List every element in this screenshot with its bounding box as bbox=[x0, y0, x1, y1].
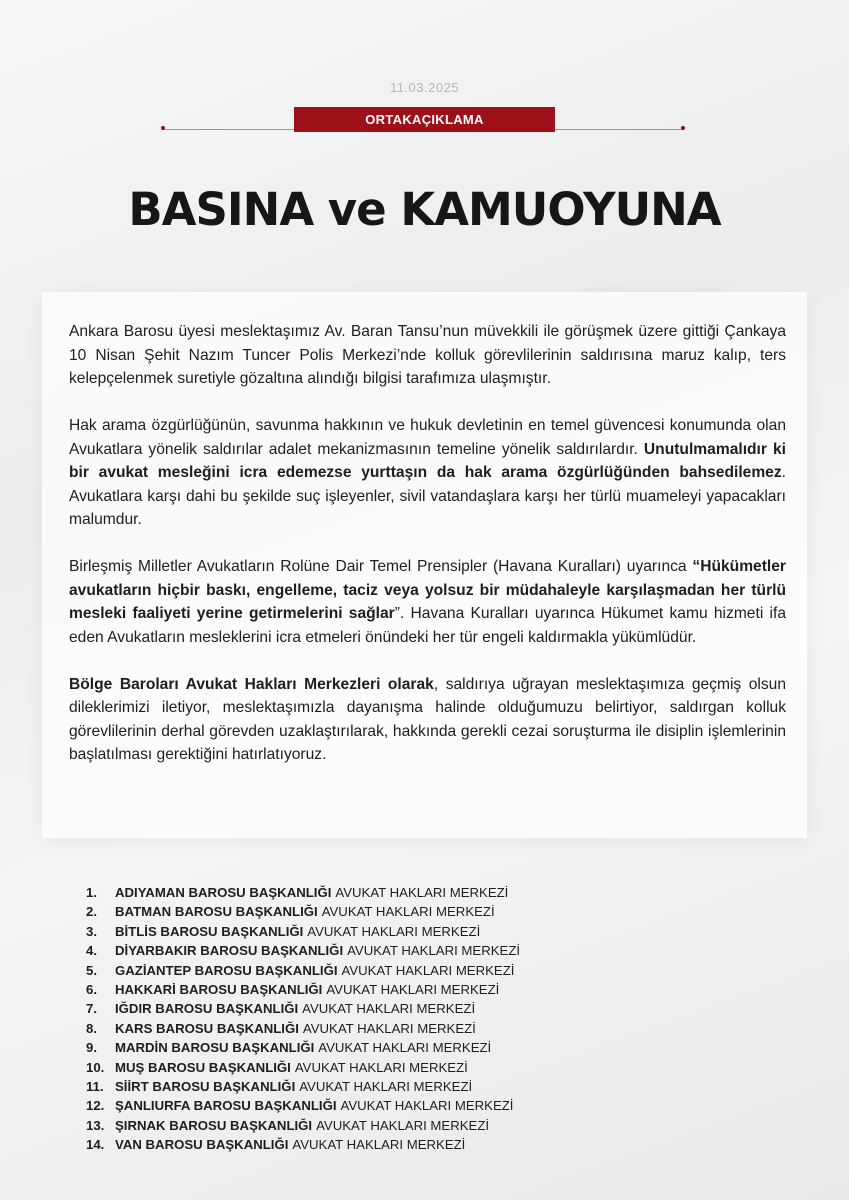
statement-paragraph bbox=[69, 555, 786, 649]
emphasized-text: Bölge Baroları Avukat Hakları Merkezleri olarak bbox=[69, 675, 434, 693]
signatory-center-name: AVUKAT HAKLARI MERKEZİ bbox=[316, 1117, 490, 1133]
signatory-center-name: AVUKAT HAKLARI MERKEZİ bbox=[292, 1137, 466, 1153]
signatory-number: 8. bbox=[86, 1020, 97, 1036]
signatory-number: 12. bbox=[86, 1098, 105, 1114]
signatory-center-name: AVUKAT HAKLARI MERKEZİ bbox=[294, 1059, 468, 1075]
signatory-center-name: AVUKAT HAKLARI MERKEZİ bbox=[307, 923, 481, 939]
signatory-center-name: AVUKAT HAKLARI MERKEZİ bbox=[326, 982, 500, 998]
statement-paragraph bbox=[69, 320, 786, 391]
signatory-center-name: AVUKAT HAKLARI MERKEZİ bbox=[302, 1001, 476, 1017]
document-date: 11.03.2025 bbox=[389, 80, 460, 95]
signatory-number: 10. bbox=[86, 1059, 105, 1075]
signatory-bar-name: DİYARBAKIR BAROSU BAŞKANLIĞI bbox=[115, 943, 344, 959]
signatory-item bbox=[86, 961, 520, 980]
signatory-item bbox=[86, 1019, 520, 1038]
signatory-center-name: AVUKAT HAKLARI MERKEZİ bbox=[299, 1079, 473, 1095]
emphasized-text: Unutulmamalıdır ki bir avukat mesleğini icra edemezse yurttaşın da hak arama özgürlüğünden bahsedilemez bbox=[69, 440, 786, 481]
signatory-item bbox=[86, 1038, 520, 1057]
signatory-number: 4. bbox=[86, 943, 97, 959]
signatory-number: 3. bbox=[86, 923, 97, 939]
signatory-item bbox=[86, 1058, 520, 1077]
signatory-center-name: AVUKAT HAKLARI MERKEZİ bbox=[347, 943, 521, 959]
signatory-center-name: AVUKAT HAKLARI MERKEZİ bbox=[335, 885, 509, 900]
signatory-number: 7. bbox=[86, 1001, 97, 1017]
signatory-number: 14. bbox=[86, 1137, 105, 1153]
signatory-bar-name: BİTLİS BAROSU BAŞKANLIĞI bbox=[115, 923, 304, 939]
emphasized-text: “Hükümetler avukatların hiçbir baskı, engelleme, taciz veya yolsuz bir müdahaleyle karşılaşmadan her türlü mesleki faaliyeti yerine getirmelerini sağlar bbox=[69, 558, 786, 622]
signatory-number: 9. bbox=[86, 1040, 97, 1056]
signatory-bar-name: SİİRT BAROSU BAŞKANLIĞI bbox=[115, 1079, 296, 1095]
paragraph-text: ”. Havana Kuralları uyarınca Hükumet kamu hizmeti ifa eden Avukatların mesleklerini icra etmeleri önündeki her tür engeli kaldırmakla yükümlüdür. bbox=[69, 605, 786, 646]
paragraph-text: . Avukatlara karşı dahi bu şekilde suç işleyenler, sivil vatandaşlara karşı her türlü muameleyi yapacakları malumdur. bbox=[69, 464, 786, 528]
paragraph-text: , saldırıya uğrayan meslektaşımıza geçmiş olsun dileklerimizi iletiyor, meslektaşımızla dayanışma halinde olduğumuzu belirtiyor, saldırgan kolluk görevlilerinin derhal görevden uzaklaştırılarak, hakkında gerekli cezai soruşturma ile disiplin işlemlerinin başlatılması gerektiğini hatırlatıyoruz. bbox=[69, 675, 786, 763]
banner-rule-right-dot bbox=[681, 126, 685, 130]
statement-body bbox=[69, 320, 786, 790]
signatory-bar-name: IĞDIR BAROSU BAŞKANLIĞI bbox=[115, 1001, 299, 1017]
document-title: BASINA ve KAMUOYUNA bbox=[128, 183, 721, 236]
signatory-item bbox=[86, 1096, 520, 1115]
signatory-number: 1. bbox=[86, 885, 97, 900]
signatory-center-name: AVUKAT HAKLARI MERKEZİ bbox=[340, 1098, 514, 1114]
signatory-bar-name: KARS BAROSU BAŞKANLIĞI bbox=[115, 1020, 299, 1036]
signatory-bar-name: GAZİANTEP BAROSU BAŞKANLIĞI bbox=[115, 962, 338, 978]
statement-paragraph bbox=[69, 414, 786, 532]
signatory-center-name: AVUKAT HAKLARI MERKEZİ bbox=[341, 962, 515, 978]
signatory-item bbox=[86, 980, 520, 999]
paragraph-text: Birleşmiş Milletler Avukatların Rolüne Dair Temel Prensipler (Havana Kuralları) uyarınca bbox=[69, 558, 693, 575]
signatory-item bbox=[86, 902, 520, 921]
signatory-item bbox=[86, 999, 520, 1018]
signatory-item bbox=[86, 1116, 520, 1135]
signatory-item bbox=[86, 941, 520, 960]
signatory-center-name: AVUKAT HAKLARI MERKEZİ bbox=[302, 1020, 476, 1036]
signatory-bar-name: MARDİN BAROSU BAŞKANLIĞI bbox=[115, 1040, 315, 1056]
paragraph-text: Hak arama özgürlüğünün, savunma hakkının ve hukuk devletinin en temel güvencesi konumunda olan Avukatlara yönelik saldırılar adalet mekanizmasının temeline yönelik saldırılardır. bbox=[69, 417, 786, 458]
signatory-bar-name: BATMAN BAROSU BAŞKANLIĞI bbox=[115, 904, 318, 920]
signatory-number: 13. bbox=[86, 1117, 105, 1133]
signatory-item bbox=[86, 1077, 520, 1096]
signatory-number: 11. bbox=[86, 1079, 104, 1095]
signatory-item bbox=[86, 1135, 520, 1154]
signatory-center-name: AVUKAT HAKLARI MERKEZİ bbox=[318, 1040, 492, 1056]
signatory-item bbox=[86, 883, 520, 902]
signatory-list bbox=[86, 883, 520, 1155]
banner-rule-left-dot bbox=[161, 126, 165, 130]
signatory-bar-name: HAKKARİ BAROSU BAŞKANLIĞI bbox=[115, 982, 323, 998]
signatory-item bbox=[86, 922, 520, 941]
signatory-bar-name: ŞANLIURFA BAROSU BAŞKANLIĞI bbox=[115, 1098, 337, 1114]
signatory-number: 5. bbox=[86, 962, 97, 978]
signatory-bar-name: ADIYAMAN BAROSU BAŞKANLIĞI bbox=[115, 885, 332, 900]
paragraph-text: Ankara Barosu üyesi meslektaşımız Av. Baran Tansu’nun müvekkili ile görüşmek üzere gittiği Çankaya 10 Nisan Şehit Nazım Tuncer Polis Merkezi’nde kolluk görevlilerinin saldırısına maruz kalıp, ters kelepçelenmek suretiyle gözaltına alındığı bilgisi tarafımıza ulaşmıştır. bbox=[69, 323, 786, 387]
signatory-bar-name: MUŞ BAROSU BAŞKANLIĞI bbox=[115, 1059, 291, 1075]
signatory-center-name: AVUKAT HAKLARI MERKEZİ bbox=[321, 904, 495, 920]
statement-paragraph bbox=[69, 673, 786, 767]
signatory-bar-name: VAN BAROSU BAŞKANLIĞI bbox=[115, 1137, 289, 1153]
signatory-number: 2. bbox=[86, 904, 97, 920]
joint-statement-banner: ORTAKAÇIKLAMA bbox=[294, 107, 555, 132]
signatory-bar-name: ŞIRNAK BAROSU BAŞKANLIĞI bbox=[115, 1117, 313, 1133]
signatory-number: 6. bbox=[86, 982, 97, 998]
